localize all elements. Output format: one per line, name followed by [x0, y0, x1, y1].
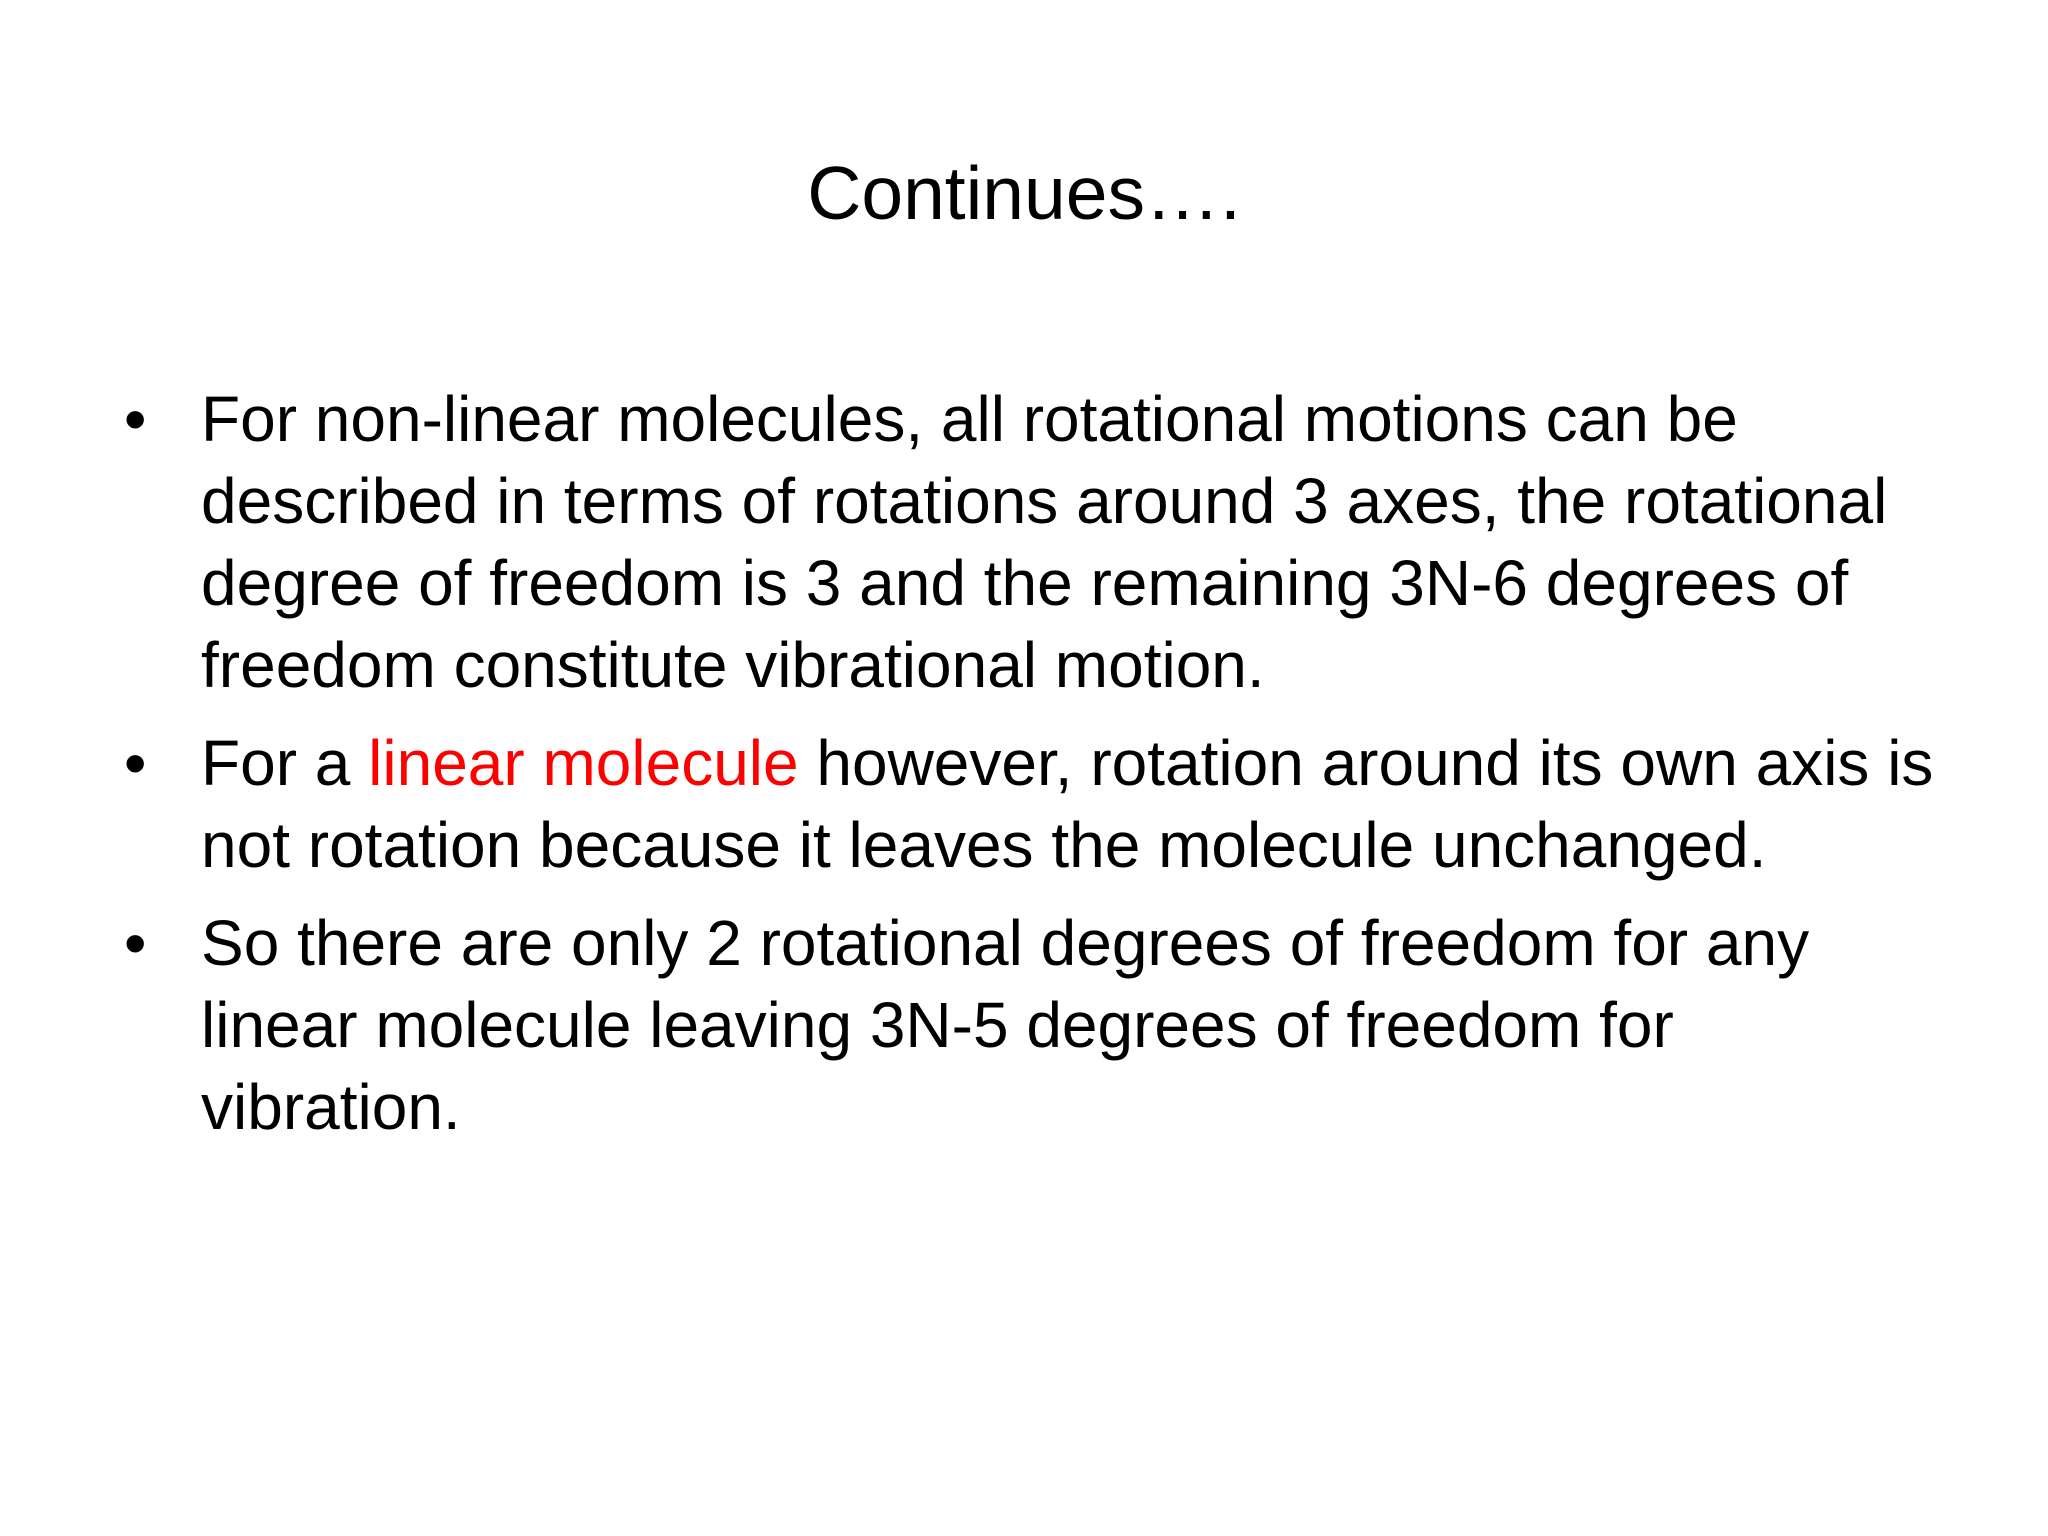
bullet-text-linear-before: For a: [201, 727, 369, 799]
bullet-list: [124, 378, 1944, 1164]
bullet-dot-icon: •: [124, 907, 147, 979]
bullet-text-degrees: So there are only 2 rotational degrees of freedom for any linear molecule leaving 3N-5 degrees of freedom for vibration.: [201, 907, 1810, 1143]
bullet-text-nonlinear: For non-linear molecules, all rotational motions can be described in terms of rotations around 3 axes, the rotational degree of freedom is 3 and the remaining 3N-6 degrees of freedom constitute vibrational motion.: [201, 383, 1888, 701]
bullet-item-nonlinear: [124, 378, 1944, 706]
slide-title: Continues….: [807, 151, 1241, 235]
bullet-text-linear-after: however, rotation around its own axis is not rotation because it leaves the molecule unchanged.: [201, 727, 1934, 881]
bullet-item-linear: [124, 722, 1944, 886]
highlighted-term: linear molecule: [368, 727, 799, 799]
bullet-dot-icon: •: [124, 383, 147, 455]
bullet-item-degrees: [124, 902, 1944, 1148]
bullet-dot-icon: •: [124, 727, 147, 799]
